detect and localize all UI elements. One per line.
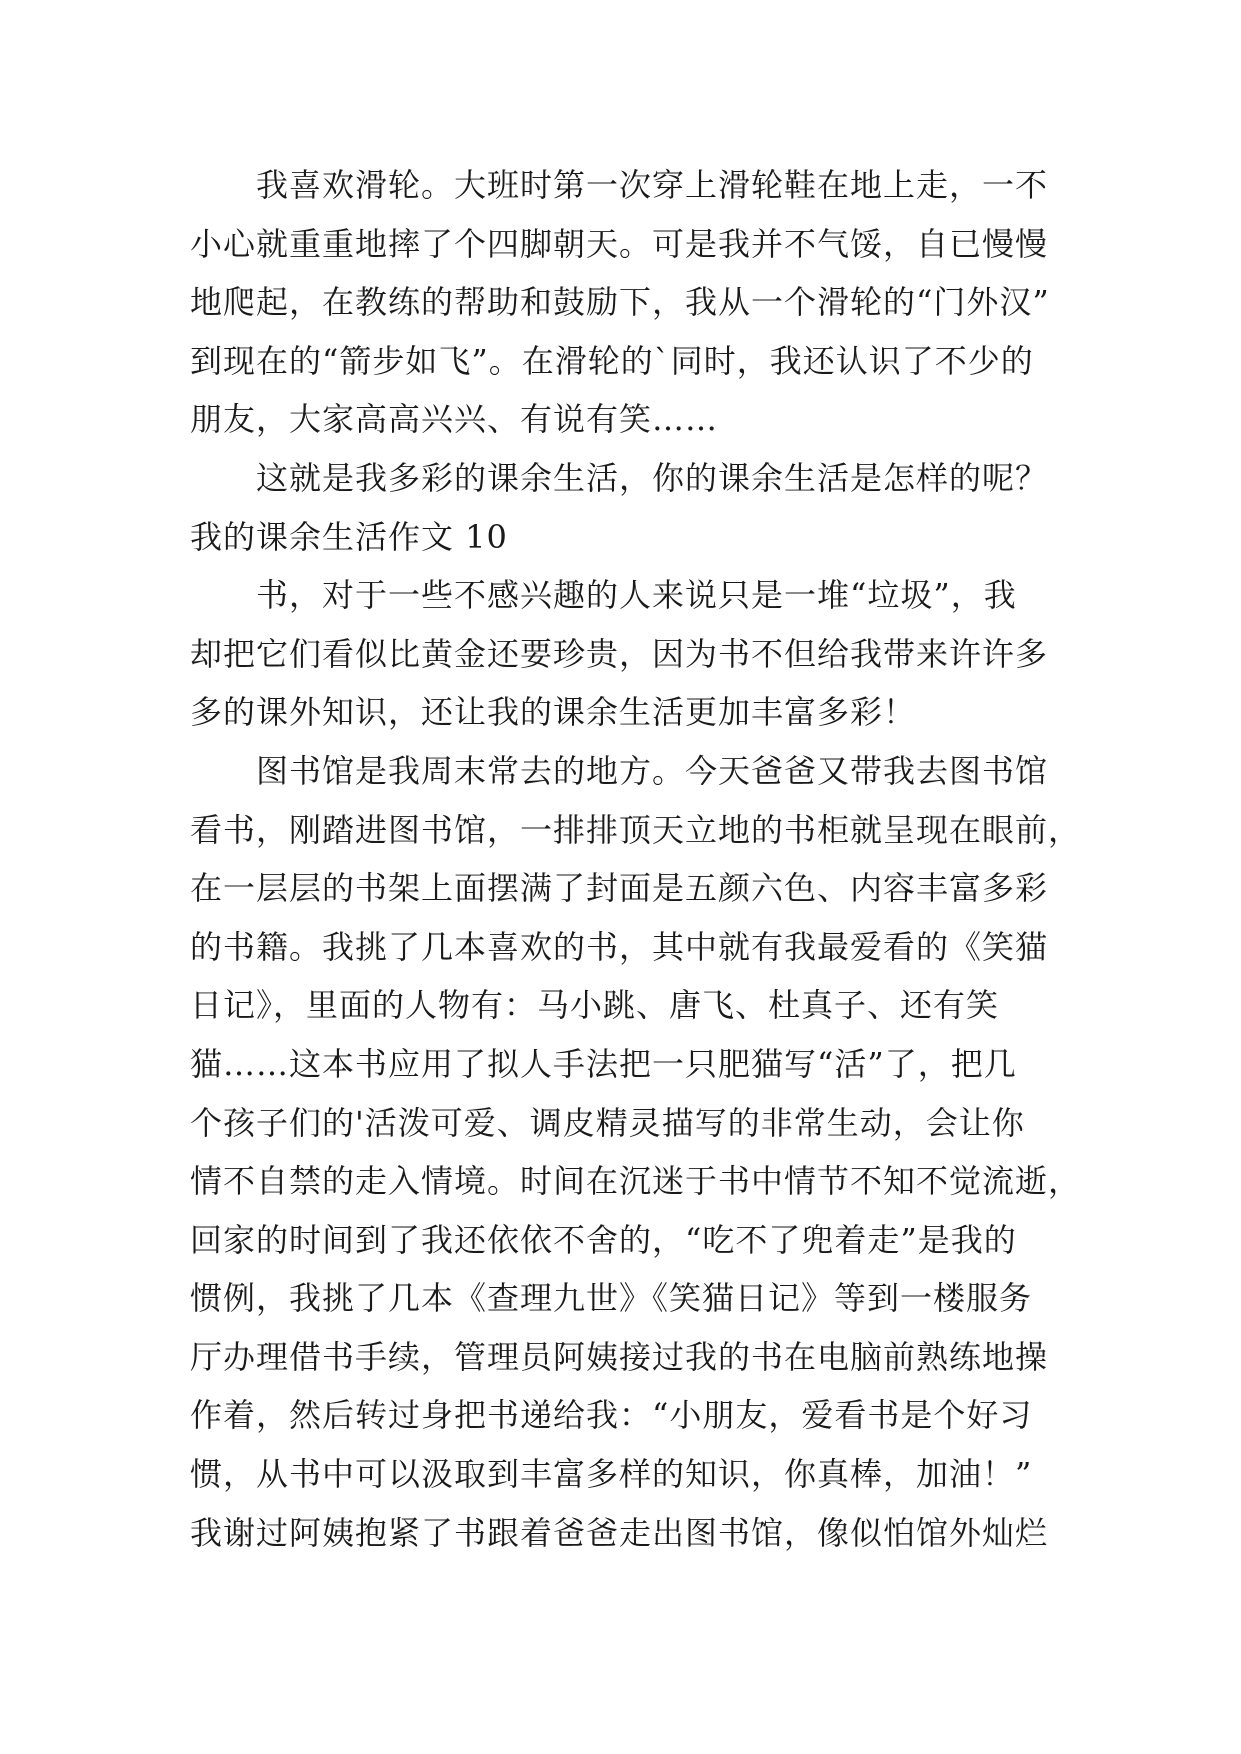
essay-body — [190, 156, 1082, 1562]
paragraph-line: 小心就重重地摔了个四脚朝天。可是我并不气馁，自已慢慢 — [190, 224, 1049, 263]
paragraph-line: 猫……这本书应用了拟人手法把一只肥猫写“活”了，把几 — [190, 1044, 1017, 1083]
paragraph-line: 书，对于一些不感兴趣的人来说只是一堆“垃圾”，我 — [256, 576, 1017, 615]
paragraph-line: 朋友，大家高高兴兴、有说有笑…… — [190, 400, 719, 439]
paragraph-line: 的书籍。我挑了几本喜欢的书，其中就有我最爱看的《笑猫 — [190, 927, 1049, 966]
paragraph-line: 回家的时间到了我还依依不舍的，“吃不了兜着走”是我的 — [190, 1220, 1017, 1259]
paragraph-line: 图书馆是我周末常去的地方。今天爸爸又带我去图书馆 — [256, 751, 1049, 790]
paragraph-line: 情不自禁的走入情境。时间在沉迷于书中情节不知不觉流逝， — [190, 1162, 1082, 1201]
paragraph-line: 到现在的“箭步如飞”。在滑轮的`同时，我还认识了不少的 — [190, 341, 1034, 380]
paragraph-line: 这就是我多彩的课余生活，你的课余生活是怎样的呢？ — [256, 458, 1049, 497]
paragraph-line: 却把它们看似比黄金还要珍贵，因为书不但给我带来许许多 — [190, 634, 1049, 673]
paragraph-line: 看书，刚踏进图书馆，一排排顶天立地的书柜就呈现在眼前， — [190, 810, 1082, 849]
paragraph-line: 地爬起，在教练的帮助和鼓励下，我从一个滑轮的“门外汉” — [190, 283, 1050, 322]
paragraph-line: 多的课外知识，还让我的课余生活更加丰富多彩！ — [190, 693, 917, 732]
paragraph-line: 在一层层的书架上面摆满了封面是五颜六色、内容丰富多彩 — [190, 869, 1049, 908]
essay-title: 我的课余生活作文 10 — [190, 517, 508, 556]
paragraph-line: 我喜欢滑轮。大班时第一次穿上滑轮鞋在地上走，一不 — [256, 166, 1049, 204]
paragraph-line: 我谢过阿姨抱紧了书跟着爸爸走出图书馆，像似怕馆外灿烂 — [190, 1513, 1049, 1552]
paragraph-line: 作着，然后转过身把书递给我：“小朋友，爱看书是个好习 — [190, 1396, 1033, 1435]
paragraph-line: 日记》，里面的人物有：马小跳、唐飞、杜真子、还有笑 — [190, 986, 1000, 1025]
paragraph-line: 惯，从书中可以汲取到丰富多样的知识，你真棒，加油！” — [190, 1455, 1033, 1494]
paragraph-line: 厅办理借书手续，管理员阿姨接过我的书在电脑前熟练地操 — [190, 1337, 1049, 1376]
paragraph-line: 个孩子们的'活泼可爱、调皮精灵描写的非常生动，会让你 — [190, 1103, 1025, 1142]
paragraph-line: 惯例，我挑了几本《查理九世》《笑猫日记》等到一楼服务 — [190, 1279, 1033, 1318]
